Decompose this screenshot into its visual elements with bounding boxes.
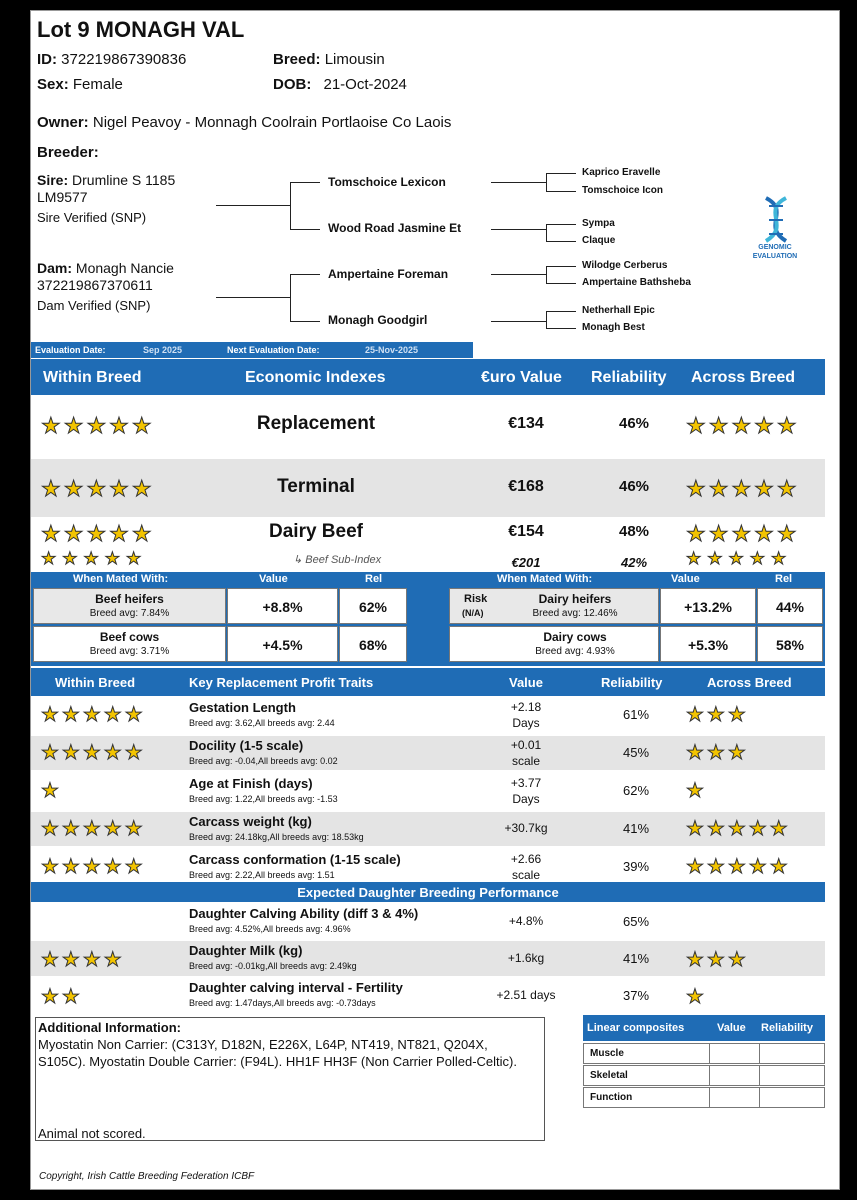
ped-ss-sire: Kaprico Eravelle (582, 167, 661, 178)
within-breed-stars: ★★★★★ (41, 476, 155, 501)
within-breed-stars: ★★ (41, 986, 83, 1008)
ped-line (546, 328, 576, 329)
ped-line (491, 229, 546, 230)
sire-code: LM9577 (37, 189, 88, 205)
sex-label: Sex: (37, 76, 69, 93)
ped-dd-dam: Monagh Best (582, 322, 645, 333)
mated-rel: 68% (339, 626, 407, 662)
trait-value: +3.77 (510, 776, 542, 790)
across-breed-stars: ★★★ (686, 742, 749, 764)
trait-reliability: 45% (622, 745, 650, 760)
ped-line (290, 182, 291, 229)
sex-row (37, 76, 123, 93)
trait-row (31, 812, 825, 846)
linear-cell-divider (709, 1044, 710, 1063)
ped-line (546, 191, 576, 192)
index-reliability: 48% (618, 523, 650, 540)
dam-verified: Dam Verified (SNP) (37, 298, 151, 313)
ped-line (290, 321, 320, 322)
trait-avg: Breed avg: -0.04,All breeds avg: 0.02 (189, 756, 338, 766)
ped-line (491, 274, 546, 275)
hdr-within-breed: Within Breed (43, 369, 142, 386)
ped-line (546, 266, 576, 267)
ped-dd-sire: Netherhall Epic (582, 305, 655, 316)
mated-dairy-cows (449, 626, 659, 662)
risk-na: (N/A) (462, 608, 484, 618)
index-name: Dairy Beef (269, 521, 363, 542)
daughter-trait-name: Daughter Calving Ability (diff 3 & 4%) (189, 906, 419, 921)
ped-sire-sire: Tomschoice Lexicon (328, 175, 446, 189)
traits-hdr-reliability: Reliability (601, 675, 663, 690)
daughter-trait-value: +2.51 days (496, 988, 556, 1002)
breed-label: Breed: (273, 51, 321, 68)
linear-cell-divider (709, 1066, 710, 1085)
sex-value: Female (72, 76, 123, 93)
dam-block (37, 260, 174, 276)
daughter-row (31, 941, 825, 976)
traits-header (31, 668, 825, 696)
mated-rel: 44% (757, 588, 823, 624)
trait-reliability: 41% (622, 821, 650, 836)
lot-title: Lot 9 MONAGH VAL (37, 17, 245, 42)
evaluation-sheet (30, 10, 840, 1190)
linear-row-function (583, 1087, 825, 1108)
owner-row (37, 114, 451, 131)
mated-name: Beef cows (99, 630, 160, 644)
sub-index-name: Beef Sub-Index (305, 554, 382, 566)
sire-label: Sire: (37, 172, 69, 188)
daughter-header: Expected Daughter Breeding Performance (31, 882, 825, 902)
ped-line (290, 274, 291, 321)
dam-label: Dam: (37, 260, 73, 276)
owner-value: Nigel Peavoy - Monnagh Coolrain Portlaoise Co Laois (92, 114, 452, 131)
across-breed-stars: ★ (686, 780, 707, 802)
sub-index-value: €201 (511, 555, 541, 570)
trait-value: +2.18 (510, 700, 542, 714)
mated-avg: Breed avg: 12.46% (532, 608, 618, 619)
mated-name: Dairy heifers (538, 592, 612, 606)
trait-avg: Breed avg: 3.62,All breeds avg: 2.44 (189, 718, 335, 728)
ped-line (546, 311, 547, 328)
trait-name: Carcass conformation (1-15 scale) (189, 852, 401, 867)
ped-line (290, 229, 320, 230)
index-row-dairy-beef (31, 519, 825, 575)
genomic-line2: EVALUATION (752, 253, 798, 260)
mated-rel: 62% (339, 588, 407, 624)
evaluation-date-bar (31, 342, 473, 358)
ped-ds-dam: Ampertaine Bathsheba (582, 277, 691, 288)
ped-line (546, 173, 576, 174)
hdr-euro-value: €uro Value (481, 369, 562, 386)
id-label: ID: (37, 51, 57, 68)
sub-index-across-stars: ★★★★★ (686, 549, 793, 568)
ped-line (546, 283, 576, 284)
ped-line (546, 173, 547, 191)
index-name: Terminal (277, 476, 355, 497)
trait-unit: scale (511, 754, 540, 768)
within-breed-stars: ★★★★★ (41, 413, 155, 438)
ped-ds-sire: Wilodge Cerberus (582, 260, 668, 271)
linear-row-label: Skeletal (590, 1070, 628, 1081)
ped-line (491, 321, 546, 322)
daughter-trait-reliability: 41% (622, 951, 650, 966)
trait-row (31, 736, 825, 770)
mated-beef-heifers (33, 588, 226, 624)
mated-name: Beef heifers (95, 592, 164, 606)
hdr-reliability: Reliability (591, 369, 667, 386)
daughter-trait-reliability: 37% (622, 988, 650, 1003)
index-value: €168 (508, 478, 544, 495)
ped-line (216, 297, 290, 298)
copyright-text: Copyright, Irish Cattle Breeding Federation ICBF (39, 1171, 255, 1182)
trait-value: +30.7kg (504, 821, 548, 835)
mated-value: +4.5% (227, 626, 338, 662)
linear-row-label: Function (590, 1092, 633, 1103)
mated-value: +5.3% (660, 626, 756, 662)
daughter-trait-avg: Breed avg: -0.01kg,All breeds avg: 2.49kg (189, 961, 357, 971)
dob-label: DOB: (273, 76, 312, 93)
within-breed-stars: ★★★★★ (41, 856, 146, 878)
across-breed-stars: ★★★★★ (686, 521, 800, 546)
breed-value: Limousin (324, 51, 385, 68)
ped-sd-sire: Sympa (582, 218, 615, 229)
mated-dairy-heifers (449, 588, 659, 624)
ped-line (491, 182, 546, 183)
across-breed-stars: ★★★★★ (686, 818, 791, 840)
risk-label: Risk (464, 593, 488, 605)
within-breed-stars: ★★★★★ (41, 742, 146, 764)
linear-row-muscle (583, 1043, 825, 1064)
hdr-across-breed: Across Breed (691, 369, 796, 386)
breed-row (273, 51, 385, 68)
mated-hdr-rel-right: Rel (775, 573, 793, 585)
ped-dam-dam: Monagh Goodgirl (328, 313, 428, 327)
sub-index-label (293, 553, 381, 566)
next-eval-date: 25-Nov-2025 (365, 345, 419, 355)
mated-avg: Breed avg: 7.84% (89, 608, 170, 619)
eval-date-label: Evaluation Date: (35, 345, 106, 355)
mated-hdr-value-left: Value (259, 573, 288, 585)
index-reliability: 46% (618, 415, 650, 432)
daughter-trait-reliability: 65% (622, 914, 650, 929)
mated-name: Dairy cows (543, 630, 607, 644)
breeder-label: Breeder: (37, 144, 99, 161)
ped-line (546, 224, 547, 241)
across-breed-stars: ★★★ (686, 704, 749, 726)
ped-line (546, 311, 576, 312)
additional-info-text: Myostatin Non Carrier: (C313Y, D182N, E226X, L64P, NT419, NT821, Q204X, S105C). Myostatin Double Carrier: (F94L). HH1F HH3F (Non Carrier Polled-Celtic). (38, 1037, 517, 1069)
trait-reliability: 39% (622, 859, 650, 874)
additional-info-box (35, 1017, 545, 1141)
daughter-trait-name: Daughter Milk (kg) (189, 943, 303, 958)
within-breed-stars: ★★★★★ (41, 818, 146, 840)
daughter-trait-value: +1.6kg (507, 951, 545, 965)
additional-info-label: Additional Information: (38, 1020, 181, 1035)
mated-hdr-right: When Mated With: (497, 573, 593, 585)
sub-index-reliability: 42% (620, 555, 648, 570)
trait-avg: Breed avg: 24.18kg,All breeds avg: 18.53kg (189, 832, 364, 842)
mated-value: +13.2% (660, 588, 756, 624)
across-breed-stars: ★★★★★ (686, 856, 791, 878)
across-breed-stars: ★★★ (686, 949, 749, 971)
mated-beef-cows (33, 626, 226, 662)
linear-cell-divider (709, 1088, 710, 1107)
mated-hdr-left: When Mated With: (73, 573, 169, 585)
trait-name: Age at Finish (days) (189, 776, 313, 791)
not-scored-text: Animal not scored. (38, 1126, 146, 1141)
trait-name: Docility (1-5 scale) (189, 738, 304, 753)
trait-name: Gestation Length (189, 700, 296, 715)
mated-avg: Breed avg: 3.71% (89, 646, 170, 657)
daughter-trait-avg: Breed avg: 4.52%,All breeds avg: 4.96% (189, 924, 351, 934)
eval-date: Sep 2025 (143, 345, 183, 355)
trait-row (31, 850, 825, 884)
index-value: €154 (508, 523, 544, 540)
id-value: 372219867390836 (61, 51, 187, 68)
next-eval-label: Next Evaluation Date: (227, 345, 320, 355)
trait-value: +0.01 (510, 738, 542, 752)
ped-dam-sire: Ampertaine Foreman (328, 267, 449, 281)
index-name: Replacement (256, 413, 376, 434)
trait-row (31, 774, 825, 808)
linear-cell-divider (759, 1044, 760, 1063)
trait-avg: Breed avg: 1.22,All breeds avg: -1.53 (189, 794, 338, 804)
genomic-evaluation-label (735, 243, 815, 261)
within-breed-stars: ★ (41, 780, 62, 802)
sub-index-within-stars: ★★★★★ (41, 549, 148, 568)
dam-code: 372219867370611 (37, 277, 153, 293)
ped-line (546, 266, 547, 283)
trait-name: Carcass weight (kg) (189, 814, 312, 829)
ped-line (546, 241, 576, 242)
indexes-header (31, 359, 825, 395)
hdr-economic-indexes: Economic Indexes (245, 369, 386, 386)
genomic-line1: GENOMIC (758, 244, 792, 251)
id-row (37, 51, 186, 68)
within-breed-stars: ★★★★★ (41, 704, 146, 726)
linear-hdr-value: Value (717, 1022, 746, 1034)
daughter-trait-avg: Breed avg: 1.47days,All breeds avg: -0.73days (189, 998, 376, 1008)
daughter-row (31, 978, 825, 1013)
mated-hdr-value-right: Value (671, 573, 700, 585)
mated-rel: 58% (757, 626, 823, 662)
sub-index-arrow-icon: ↳ (293, 554, 303, 566)
dam-name: Monagh Nancie (75, 260, 174, 276)
index-reliability: 46% (618, 478, 650, 495)
within-breed-stars: ★★★★ (41, 949, 125, 971)
traits-hdr-value: Value (509, 675, 543, 690)
linear-row-label: Muscle (590, 1048, 624, 1059)
ped-line (546, 224, 576, 225)
linear-hdr-reliability: Reliability (761, 1022, 813, 1034)
daughter-trait-name: Daughter calving interval - Fertility (189, 980, 403, 995)
within-breed-stars: ★★★★★ (41, 521, 155, 546)
sire-verified: Sire Verified (SNP) (37, 210, 147, 225)
across-breed-stars: ★ (686, 986, 707, 1008)
daughter-trait-value: +4.8% (508, 914, 544, 928)
trait-reliability: 61% (622, 707, 650, 722)
ped-line (290, 274, 320, 275)
dob-row (273, 76, 407, 93)
linear-cell-divider (759, 1088, 760, 1107)
trait-unit: Days (512, 716, 540, 730)
dob-value: 21-Oct-2024 (323, 76, 407, 93)
linear-hdr-name: Linear composites (587, 1022, 685, 1034)
daughter-row (31, 904, 825, 939)
traits-hdr-key: Key Replacement Profit Traits (189, 675, 374, 690)
across-breed-stars: ★★★★★ (686, 413, 800, 438)
trait-unit: Days (512, 792, 540, 806)
ped-line (290, 182, 320, 183)
linear-cell-divider (759, 1066, 760, 1085)
traits-hdr-within: Within Breed (55, 675, 136, 690)
linear-header (583, 1015, 825, 1041)
owner-label: Owner: (37, 114, 89, 131)
trait-reliability: 62% (622, 783, 650, 798)
ped-sd-dam: Claque (582, 235, 616, 246)
trait-row (31, 698, 825, 732)
mated-avg: Breed avg: 4.93% (535, 646, 615, 657)
mated-value: +8.8% (227, 588, 338, 624)
sire-name: Drumline S 1185 (72, 172, 176, 188)
index-value: €134 (508, 415, 544, 432)
index-row-replacement (31, 397, 825, 455)
ped-sire-dam: Wood Road Jasmine Et (328, 221, 462, 235)
mated-hdr-rel-left: Rel (365, 573, 383, 585)
trait-value: +2.66 (510, 852, 542, 866)
ped-ss-dam: Tomschoice Icon (582, 185, 663, 196)
ped-line (216, 205, 290, 206)
sire-block (37, 172, 175, 188)
trait-avg: Breed avg: 2.22,All breeds avg: 1.51 (189, 870, 335, 880)
linear-row-skeletal (583, 1065, 825, 1086)
across-breed-stars: ★★★★★ (686, 476, 800, 501)
index-row-terminal (31, 459, 825, 517)
trait-unit: scale (511, 868, 540, 882)
traits-hdr-across: Across Breed (707, 675, 792, 690)
mated-header (31, 573, 825, 587)
